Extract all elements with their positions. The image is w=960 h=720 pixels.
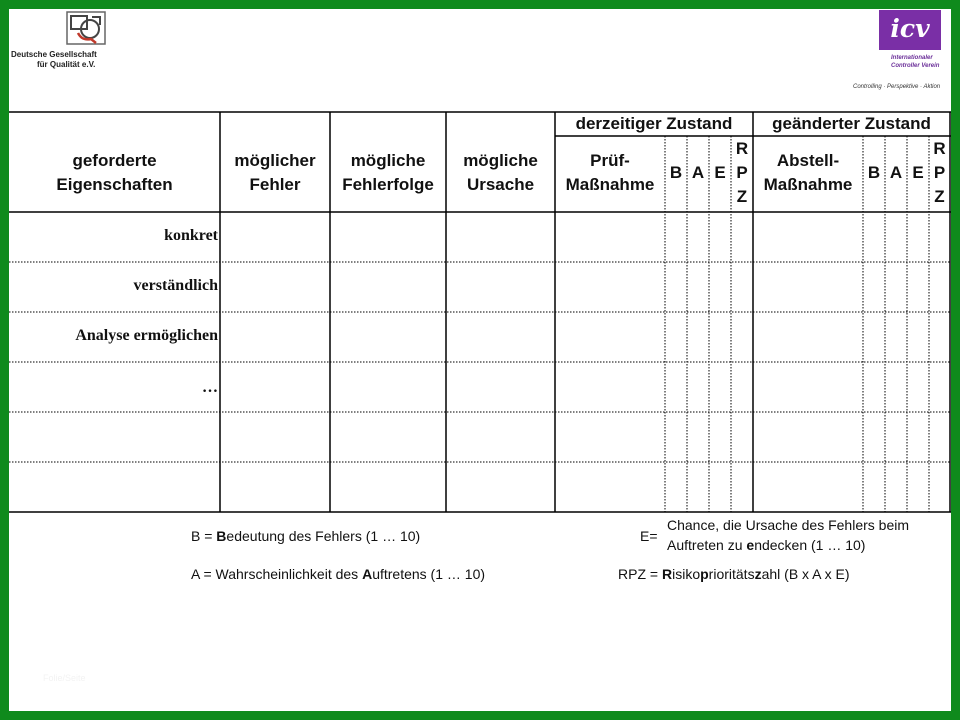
icv-name-line2: Controller Verein xyxy=(891,63,940,69)
col-header-line: Maßnahme xyxy=(763,175,853,194)
col-header-line: mögliche xyxy=(463,151,538,170)
col-header-check-measure xyxy=(555,149,665,197)
dgq-name-line1: Deutsche Gesellschaft xyxy=(11,50,97,59)
legend-highlight: p xyxy=(700,566,709,582)
legend-highlight: R xyxy=(661,566,673,582)
col-header-letter: P xyxy=(736,163,748,182)
col-header-line: Eigenschaften xyxy=(56,175,173,194)
col-header-line: möglicher xyxy=(234,151,316,170)
col-header-line: geforderte xyxy=(72,151,157,170)
legend-text: ndecken (1 … 10) xyxy=(754,537,866,553)
col-header-rpz-changed xyxy=(929,137,950,209)
col-header-e: E xyxy=(714,163,726,182)
legend-line xyxy=(667,535,909,555)
legend-highlight: e xyxy=(746,537,755,553)
row-label: … xyxy=(202,379,218,396)
legend-text: ahl (B x A x E) xyxy=(761,566,850,582)
col-header-a: A xyxy=(691,163,705,182)
legend-text: isiko xyxy=(672,566,701,582)
legend-b xyxy=(191,526,420,546)
col-header-line: Abstell- xyxy=(776,151,840,170)
icv-name-line1: Internationaler xyxy=(891,55,933,61)
row-label: Analyse ermöglichen xyxy=(75,327,218,344)
footer-watermark: Folie/Seite xyxy=(43,673,86,683)
col-header-b-changed: B xyxy=(867,163,881,182)
row-label: konkret xyxy=(164,227,218,244)
legend-e xyxy=(667,515,909,555)
col-header-line: Fehler xyxy=(249,175,301,194)
col-header-fault-consequence xyxy=(330,149,446,197)
legend-text: B = xyxy=(191,528,217,544)
col-header-letter: R xyxy=(735,139,749,158)
col-header-line: Maßnahme xyxy=(565,175,655,194)
col-header-remedy-measure xyxy=(753,149,863,197)
icv-slogan: Controlling · Perspektive · Aktion xyxy=(853,84,941,90)
legend-highlight: A xyxy=(362,566,373,582)
col-header-letter: P xyxy=(933,163,946,182)
legend-e-label: E= xyxy=(640,528,658,544)
col-header-letter: Z xyxy=(934,187,945,206)
legend-a xyxy=(191,564,485,584)
legend-text: Auftreten zu xyxy=(667,537,747,553)
col-header-e-changed: E xyxy=(912,163,924,182)
col-header-possible-cause xyxy=(446,149,555,197)
col-header-line: Prüf- xyxy=(590,151,630,170)
legend-highlight: z xyxy=(754,566,762,582)
col-header-required-properties xyxy=(9,149,220,197)
row-label: verständlich xyxy=(133,277,218,294)
group-header-current-state: derzeitiger Zustand xyxy=(575,114,733,133)
col-header-letter: Z xyxy=(736,187,748,206)
legend-highlight: B xyxy=(216,528,227,544)
legend-text: Chance, die Ursache des Fehlers beim xyxy=(667,517,910,533)
col-header-letter: R xyxy=(933,139,946,158)
col-header-rpz xyxy=(731,137,753,209)
col-header-a-changed: A xyxy=(889,163,903,182)
legend-rpz xyxy=(618,564,850,584)
document-page xyxy=(9,9,951,711)
legend-text: edeutung des Fehlers (1 … 10) xyxy=(226,528,421,544)
legend-text: uftretens (1 … 10) xyxy=(372,566,486,582)
legend-text: A = Wahrscheinlichkeit des xyxy=(191,566,363,582)
icv-letters: icv xyxy=(890,14,930,43)
col-header-line: Fehlerfolge xyxy=(342,175,434,194)
group-header-changed-state: geänderter Zustand xyxy=(772,114,931,133)
legend-text: RPZ = xyxy=(618,566,662,582)
legend-text: rioritäts xyxy=(708,566,755,582)
col-header-line: Ursache xyxy=(466,175,535,194)
col-header-possible-fault xyxy=(220,149,330,197)
col-header-b: B xyxy=(669,163,683,182)
col-header-line: mögliche xyxy=(350,151,426,170)
dgq-name-line2: für Qualität e.V. xyxy=(37,60,96,69)
